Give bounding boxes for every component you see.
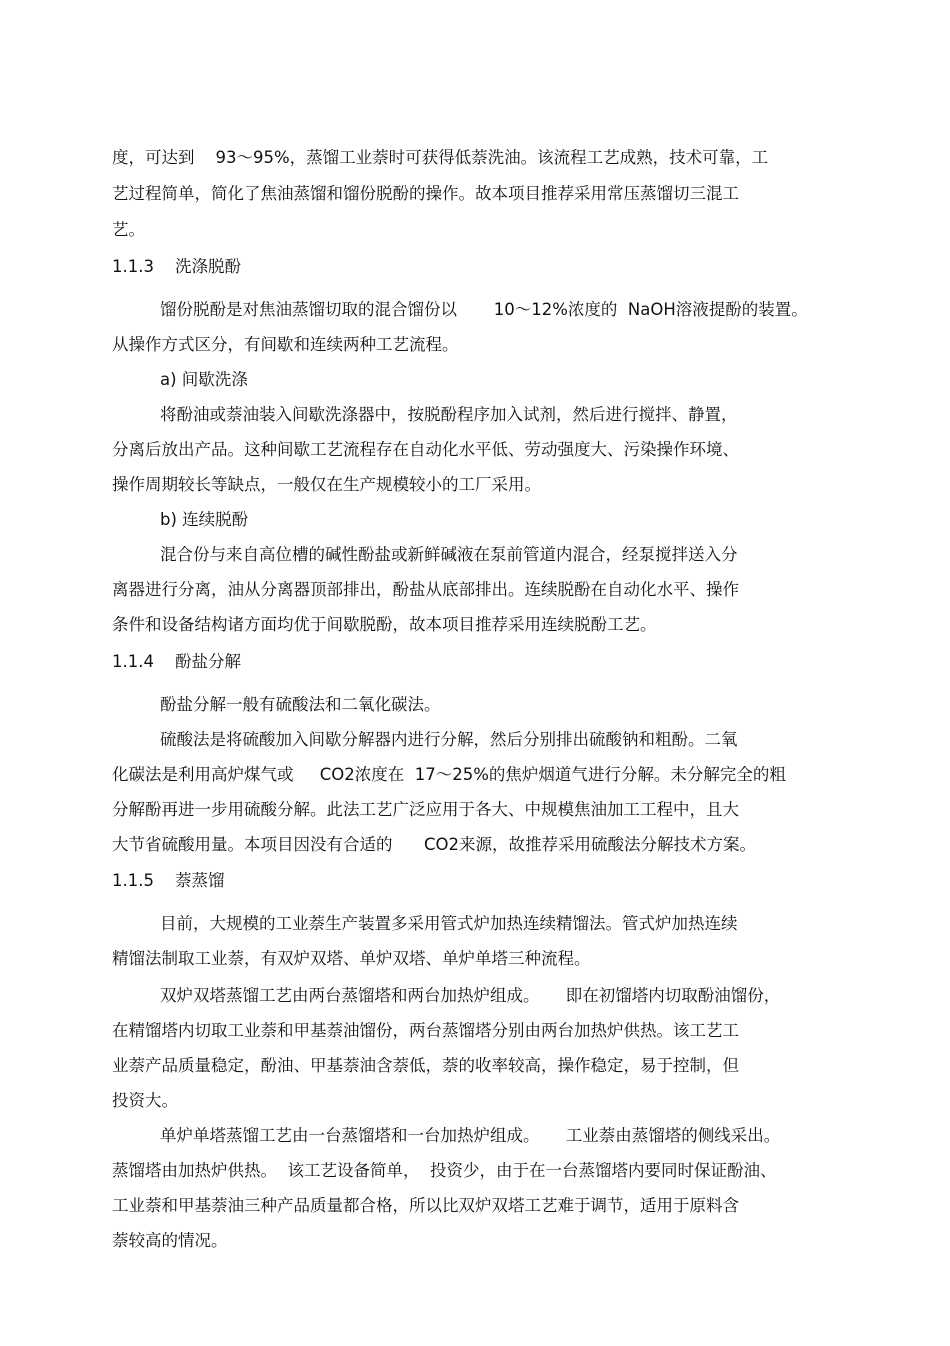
- text-line: 单炉单塔蒸馏工艺由一台蒸馏塔和一台加热炉组成。 工业萘由蒸馏塔的侧线采出。: [160, 1126, 781, 1145]
- text-line: 工业萘和甲基萘油三种产品质量都合格，所以比双炉双塔工艺难于调节，适用于原料含: [112, 1196, 739, 1215]
- text-line: 从操作方式区分，有间歇和连续两种工艺流程。: [112, 335, 459, 354]
- text-line: 分解酚再进一步用硫酸分解。此法工艺广泛应用于各大、中规模焦油加工工程中，且大: [112, 800, 739, 819]
- text-line: 化碳法是利用高炉煤气或 CO2浓度在 17～25%的焦炉烟道气进行分解。未分解完全的粗: [112, 765, 786, 784]
- text-line: 分离后放出产品。这种间歇工艺流程存在自动化水平低、劳动强度大、污染操作环境、: [112, 440, 739, 459]
- text-line: 混合份与来自高位槽的碱性酚盐或新鲜碱液在泵前管道内混合，经泵搅拌送入分: [160, 545, 738, 564]
- text-line: 度，可达到 93～95%，蒸馏工业萘时可获得低萘洗油。该流程工艺成熟，技术可靠，工: [112, 148, 769, 167]
- text-line: 目前，大规模的工业萘生产装置多采用管式炉加热连续精馏法。管式炉加热连续: [160, 914, 738, 933]
- text-line: 双炉双塔蒸馏工艺由两台蒸馏塔和两台加热炉组成。 即在初馏塔内切取酚油馏份，: [160, 986, 781, 1005]
- text-line: 将酚油或萘油装入间歇洗涤器中，按脱酚程序加入试剂，然后进行搅拌、静置，: [160, 405, 738, 424]
- text-line: 硫酸法是将硫酸加入间歇分解器内进行分解，然后分别排出硫酸钠和粗酚。二氧: [160, 730, 738, 749]
- section-heading-1-1-5: 1.1.5 萘蒸馏: [112, 871, 225, 890]
- text-line: 萘较高的情况。: [112, 1231, 228, 1250]
- text-line: 操作周期较长等缺点，一般仅在生产规模较小的工厂采用。: [112, 475, 541, 494]
- text-line: 大节省硫酸用量。本项目因没有合适的 CO2来源，故推荐采用硫酸法分解技术方案。: [112, 835, 756, 854]
- text-line: 馏份脱酚是对焦油蒸馏切取的混合馏份以 10～12%浓度的 NaOH溶液提酚的装置。: [160, 300, 808, 319]
- text-line: 艺。: [112, 220, 145, 239]
- subsection-heading-a: a) 间歇洗涤: [160, 370, 248, 389]
- text-line: 在精馏塔内切取工业萘和甲基萘油馏份，两台蒸馏塔分别由两台加热炉供热。该工艺工: [112, 1021, 739, 1040]
- text-line: 条件和设备结构诸方面均优于间歇脱酚，故本项目推荐采用连续脱酚工艺。: [112, 615, 657, 634]
- section-heading-1-1-3: 1.1.3 洗涤脱酚: [112, 257, 241, 276]
- text-line: 艺过程简单，简化了焦油蒸馏和馏份脱酚的操作。故本项目推荐采用常压蒸馏切三混工: [112, 184, 739, 203]
- text-line: 蒸馏塔由加热炉供热。 该工艺设备简单， 投资少，由于在一台蒸馏塔内要同时保证酚油、: [112, 1161, 777, 1180]
- subsection-heading-b: b) 连续脱酚: [160, 510, 249, 529]
- text-line: 酚盐分解一般有硫酸法和二氧化碳法。: [160, 695, 441, 714]
- text-line: 离器进行分离，油从分离器顶部排出，酚盐从底部排出。连续脱酚在自动化水平、操作: [112, 580, 739, 599]
- text-line: 精馏法制取工业萘，有双炉双塔、单炉双塔、单炉单塔三种流程。: [112, 949, 591, 968]
- text-line: 投资大。: [112, 1091, 178, 1110]
- section-heading-1-1-4: 1.1.4 酚盐分解: [112, 652, 241, 671]
- text-line: 业萘产品质量稳定，酚油、甲基萘油含萘低，萘的收率较高，操作稳定，易于控制，但: [112, 1056, 739, 1075]
